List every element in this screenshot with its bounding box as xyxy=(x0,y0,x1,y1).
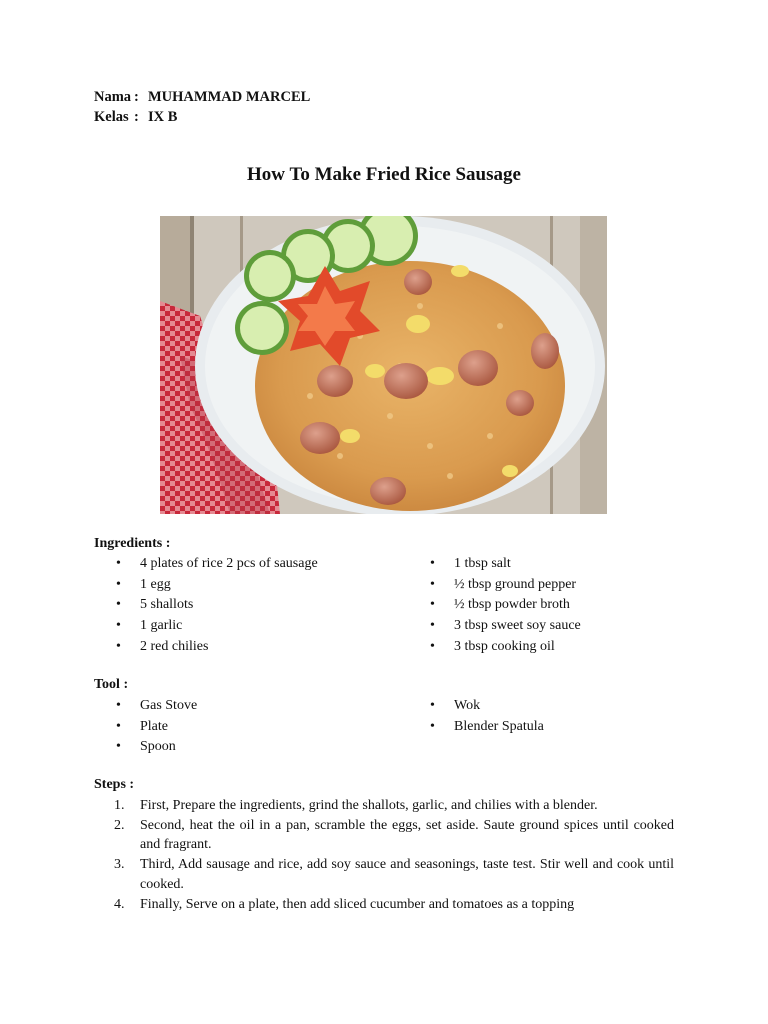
step-number: 1. xyxy=(114,798,125,813)
list-item: • 1 garlic xyxy=(94,616,414,637)
document-title: How To Make Fried Rice Sausage xyxy=(247,164,521,185)
list-item: • ½ tbsp powder broth xyxy=(408,595,688,616)
step-item xyxy=(94,796,674,815)
steps-list xyxy=(94,796,674,914)
tools-label: Tool : xyxy=(94,677,129,692)
tools-list-left xyxy=(94,696,414,758)
step-text: First, Prepare the ingredients, grind the shallots, garlic, and chilies with a blender. xyxy=(140,798,598,813)
list-item: • Plate xyxy=(94,717,414,738)
fried-rice-illustration xyxy=(160,216,607,514)
list-item: • 3 tbsp sweet soy sauce xyxy=(408,616,688,637)
step-item xyxy=(94,816,674,855)
name-value: MUHAMMAD MARCEL xyxy=(148,89,311,105)
step-text: Second, heat the oil in a pan, scramble the eggs, set aside. Saute ground spices until cooked and fragrant. xyxy=(140,817,674,853)
list-item: • Spoon xyxy=(94,737,414,758)
step-number: 3. xyxy=(114,857,125,873)
name-row xyxy=(94,87,310,107)
ingredients-list-right xyxy=(408,554,688,658)
name-separator: : xyxy=(134,89,139,105)
step-text: Third, Add sausage and rice, add soy sauce and seasonings, taste test. Stir well and cook until cooked. xyxy=(140,857,674,892)
list-item: • Blender Spatula xyxy=(408,717,688,738)
list-item: • 3 tbsp cooking oil xyxy=(408,637,688,658)
steps-label: Steps : xyxy=(94,777,135,792)
list-item: • 2 red chilies xyxy=(94,637,414,658)
step-item xyxy=(94,895,674,914)
list-item: • ½ tbsp ground pepper xyxy=(408,575,688,596)
step-number: 2. xyxy=(114,817,125,833)
tools-list-right xyxy=(408,696,688,737)
class-label: Kelas xyxy=(94,109,129,125)
list-item: • Gas Stove xyxy=(94,696,414,717)
list-item: • 5 shallots xyxy=(94,595,414,616)
fried-rice-photo xyxy=(160,216,607,514)
list-item: • 4 plates of rice 2 pcs of sausage xyxy=(94,554,414,575)
class-separator: : xyxy=(134,109,139,125)
ingredients-list-left xyxy=(94,554,414,658)
list-item: • 1 tbsp salt xyxy=(408,554,688,575)
class-value: IX B xyxy=(148,109,178,125)
class-row xyxy=(94,107,310,127)
step-item xyxy=(94,855,674,894)
list-item: • Wok xyxy=(408,696,688,717)
step-number: 4. xyxy=(114,896,125,912)
student-info xyxy=(94,87,310,127)
step-text: Finally, Serve on a plate, then add sliced cucumber and tomatoes as a topping xyxy=(140,896,575,912)
ingredients-label: Ingredients : xyxy=(94,536,171,551)
name-label: Nama xyxy=(94,89,132,105)
list-item: • 1 egg xyxy=(94,575,414,596)
